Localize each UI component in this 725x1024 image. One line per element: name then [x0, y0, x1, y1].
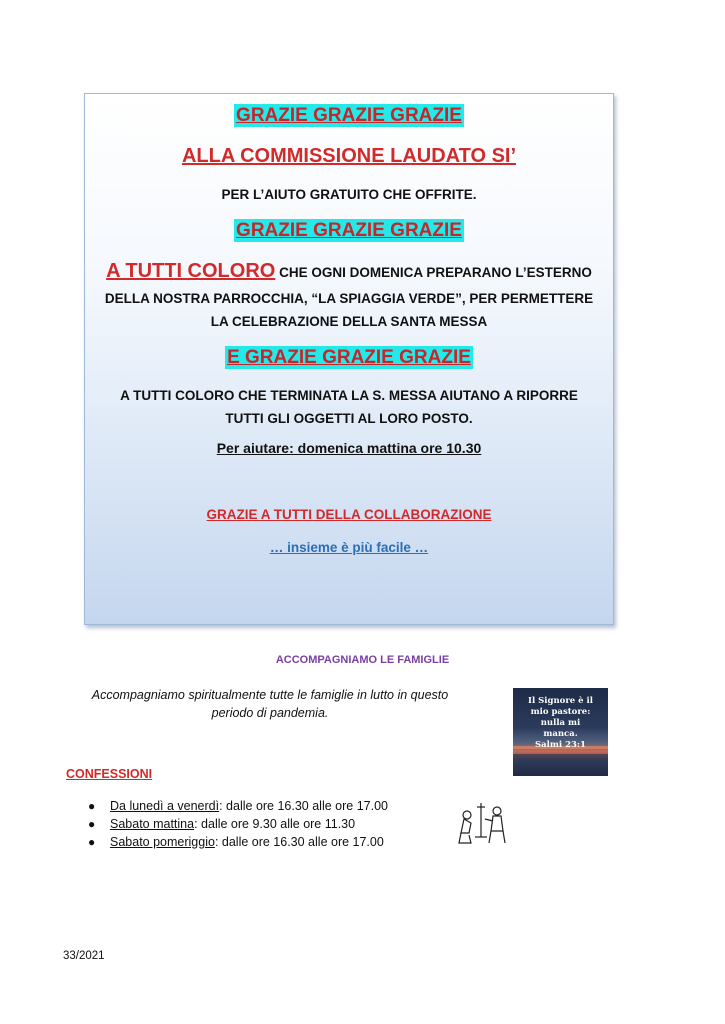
- help-time: Per aiutare: domenica mattina ore 10.30: [216, 440, 482, 456]
- collaboration-line: GRAZIE A TUTTI DELLA COLLABORAZIONE: [206, 507, 492, 522]
- schedule-item: ● Sabato pomeriggio: dalle ore 16.30 alle ore 17.00: [88, 835, 384, 849]
- schedule-item: ● Da lunedì a venerdì: dalle ore 16.30 alle ore 17.00: [88, 799, 388, 813]
- bullet-icon: ●: [88, 817, 96, 831]
- thanks-box: [84, 93, 614, 625]
- grazie-heading-2: GRAZIE GRAZIE GRAZIE: [236, 220, 462, 241]
- grazie-heading-3: E GRAZIE GRAZIE GRAZIE: [227, 347, 471, 368]
- after-mass-line-2: TUTTI GLI OGGETTI AL LORO POSTO.: [225, 411, 473, 426]
- confession-schedule: [88, 797, 388, 851]
- prepare-line-3: LA CELEBRAZIONE DELLA SANTA MESSA: [210, 314, 488, 329]
- psalm-image: [513, 688, 608, 776]
- families-heading: ACCOMPAGNIAMO LE FAMIGLIE: [275, 654, 450, 666]
- confession-illustration-icon: [455, 797, 513, 847]
- commission-title: ALLA COMMISSIONE LAUDATO SI’: [181, 145, 517, 167]
- after-mass-line-1: A TUTTI COLORO CHE TERMINATA LA S. MESSA AIUTANO A RIPORRE: [120, 388, 578, 403]
- bullet-icon: ●: [88, 799, 96, 813]
- psalm-quote: Il Signore è il mio pastore: nulla mi manca. Salmi 23:1: [528, 696, 593, 750]
- bullet-icon: ●: [88, 835, 96, 849]
- grazie-heading-1: GRAZIE GRAZIE GRAZIE: [236, 105, 462, 126]
- help-line: PER L’AIUTO GRATUITO CHE OFFRITE.: [221, 187, 477, 202]
- families-line-2: periodo di pandemia.: [211, 706, 329, 720]
- families-text: [70, 686, 470, 722]
- prepare-line-1: A TUTTI COLORO CHE OGNI DOMENICA PREPARANO L’ESTERNO: [106, 260, 592, 282]
- schedule-item: ● Sabato mattina: dalle ore 9.30 alle ore 11.30: [88, 817, 356, 831]
- confessioni-title: CONFESSIONI: [66, 767, 153, 781]
- page-number: 33/2021: [63, 950, 105, 962]
- prepare-line-2: DELLA NOSTRA PARROCCHIA, “LA SPIAGGIA VERDE”, PER PERMETTERE: [104, 291, 594, 306]
- tutti-coloro-label: A TUTTI COLORO: [106, 260, 276, 282]
- together-line: … insieme è più facile …: [269, 540, 429, 555]
- families-line-1: Accompagniamo spiritualmente tutte le famiglie in lutto in questo: [91, 688, 449, 702]
